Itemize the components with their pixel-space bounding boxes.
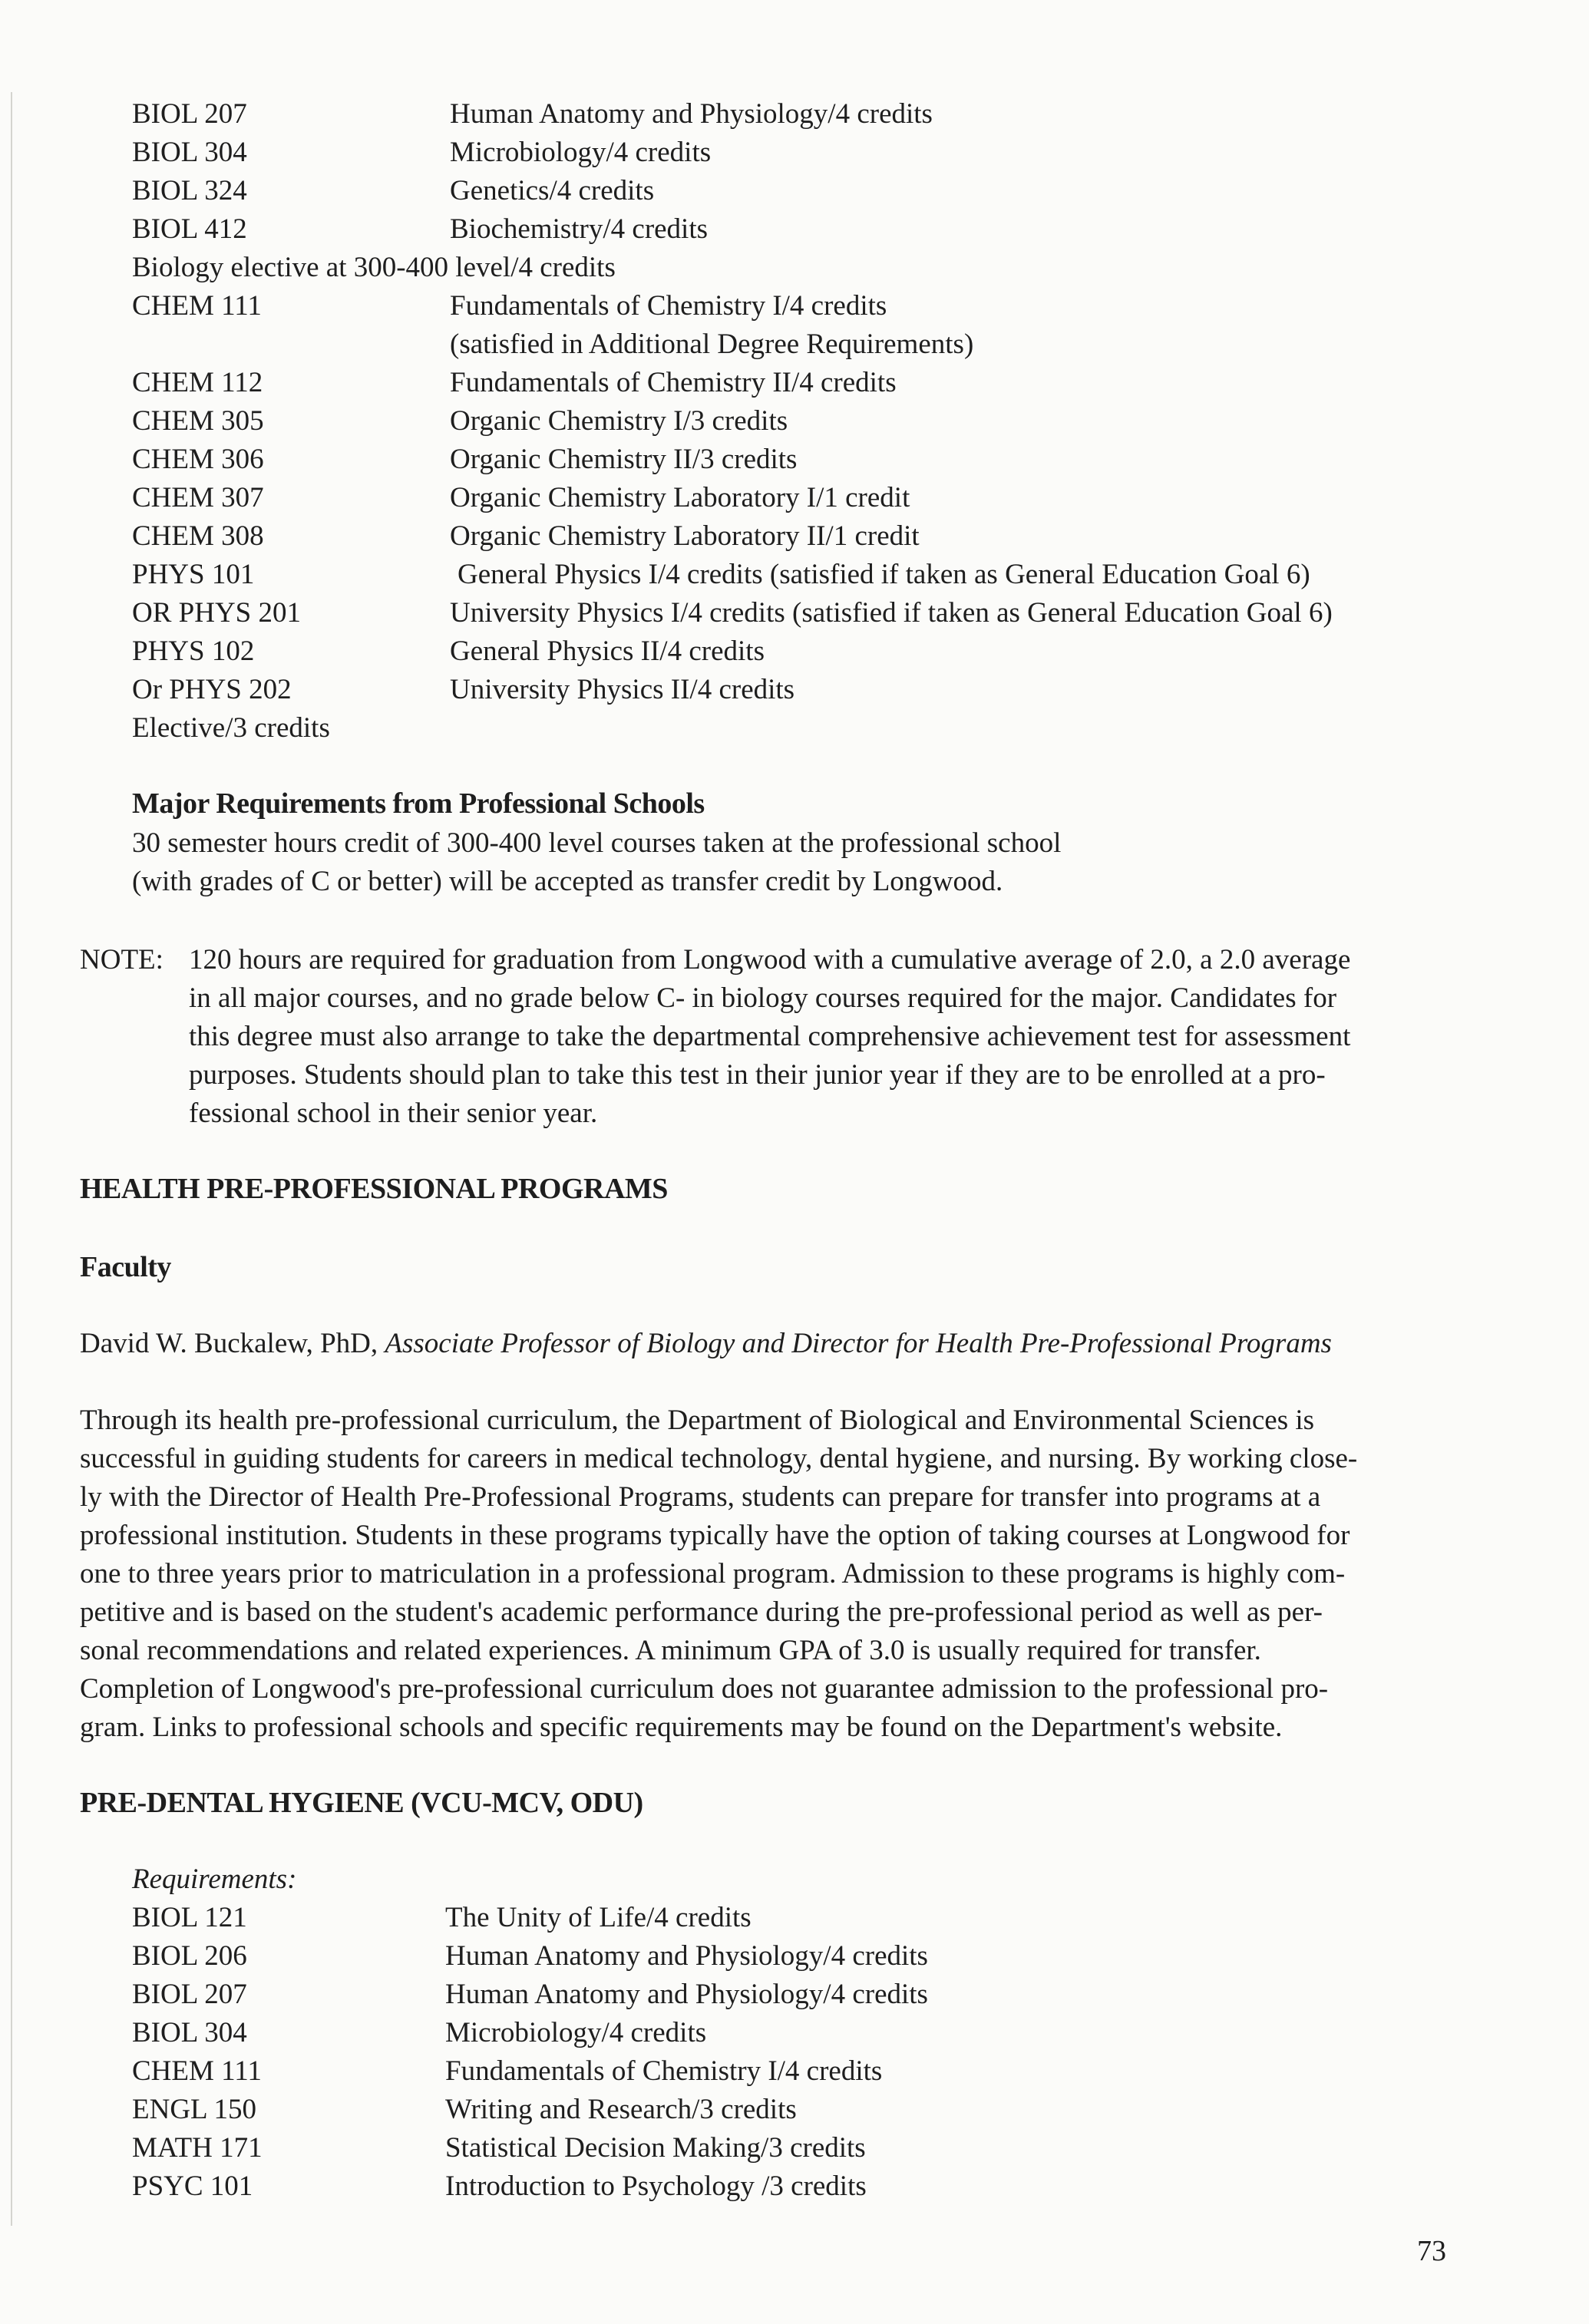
intro-paragraph: Through its health pre-professional curriculum, the Department of Biological and Environmental Sciences is successful in guiding students for careers in medical technology, dental hygiene, and nursing. By working close- ly with the Director of Health Pre-Professional Programs, students can prepare for transfer into programs at a professional institution. Students in these programs typically have the option of taking courses at Longwood for one to three years prior to matriculation in a professional program. Admission to these programs is highly com- petitive and is based on the student's academic performance during the pre-professional period as well as per- sonal recommendations and related experiences. A minimum GPA of 3.0 is usually required for transfer. Completion of Longwood's pre-professional curriculum does not guarantee admission to the professional pro- gram. Links to professional schools and specific requirements may be found on the Department's website. [80,1405,1358,1743]
major-requirements-text: 30 semester hours credit of 300-400 level courses taken at the professional school (with grades of C or better) will be accepted as transfer credit by Longwood. [132,827,1062,897]
note-label: NOTE: [80,944,164,975]
major-requirements-heading: Major Requirements from Professional Schools [132,787,705,820]
document-page: BIOL 207 Human Anatomy and Physiology/4 credits BIOL 304 Microbiology/4 credits BIOL 324 Genetics/4 credits BIOL 412 Biochemistry/4 credits Biology elective at 300-400 level/4 credits CHEM 111 Fundamentals of Chemistry I/4 credits (satisfied in Additional Degree Requirements) CHEM 112 Fundamentals of Chemistry II/4 credits CHEM 305 Organic Chemistry I/3 credits CHEM 306 Organic Chemistry II/3 credits CHEM 307 Organic Chemistry Laboratory I/1 credit CHEM 308 Organic Chemistry Laboratory II/1 credit PHYS 101 General Physics I/4 credits (satisfied if taken as General Education Goal 6) OR PHYS 201 University Physics I/4 credits (satisfied if taken as General Education Goal 6) PHYS 102 General Physics II/4 credits Or PHYS 202 University Physics II/4 credits Elective/3 credits Major Requirements from Professional Schools 30 semester hours credit of 300-400 level courses taken at the professional school (with grades of C or better) will be accepted as transfer credit by Longwood. NOTE: 120 hours are required for graduation from Longwood with a cumulative average of 2.0, a 2.0 average in all major courses, and no grade below C- in biology courses required for the major. Candidates for this degree must also arrange to take the departmental comprehensive achievement test for assessment purposes. Students should plan to take this test in their junior year if they are to be enrolled at a pro- fessional school in their senior year. HEALTH PRE-PROFESSIONAL PROGRAMS Faculty David W. Buckalew, PhD, Associate Professor of Biology and Director for Health Pre-Professional Programs Through its health pre-professional curriculum, the Department of Biological and Environmental Sciences is successful in guiding students for careers in medical technology, dental hygiene, and nursing. By working close- ly with the Director of Health Pre-Professional Programs, students can prepare for transfer into programs at a professional institution. Students in these programs typically have the option of taking courses at Longwood for one to three years prior to matriculation in a professional program. Admission to these programs is highly com- petitive and is based on the student's academic performance during the pre-professional period as well as per- sonal recommendations and related experiences. A minimum GPA of 3.0 is usually required for transfer. Completion of Longwood's pre-professional curriculum does not guarantee admission to the professional pro- gram. Links to professional schools and specific requirements may be found on the Department's website. PRE-DENTAL HYGIENE (VCU-MCV, ODU) Requirements: BIOL 121 The Unity of Life/4 credits BIOL 206 Human Anatomy and Physiology/4 credits BIOL 207 Human Anatomy and Physiology/4 credits BIOL 304 Microbiology/4 credits CHEM 111 Fundamentals of Chemistry I/4 credits ENGL 150 Writing and Research/3 credits MATH 171 Statistical Decision Making/3 credits PSYC 101 Introduction to Psychology /3 credits 73 [0,0,1589,2324]
health-programs-heading: HEALTH PRE-PROFESSIONAL PROGRAMS [80,1173,668,1205]
page-number: 73 [1417,2235,1446,2267]
scan-edge-line [11,92,12,2226]
note-body: 120 hours are required for graduation from Longwood with a cumulative average of 2.0, a 2.0 average in all major courses, and no grade below C- in biology courses required for the major. Candidates for this degree must also arrange to take the departmental comprehensive achievement test for assessment purposes. Students should plan to take this test in their junior year if they are to be enrolled at a pro- fessional school in their senior year. [189,944,1351,1129]
pre-dental-hygiene-heading: PRE-DENTAL HYGIENE (VCU-MCV, ODU) [80,1787,643,1819]
requirements-label: Requirements: [132,1863,297,1895]
faculty-heading: Faculty [80,1251,171,1283]
faculty-entry: David W. Buckalew, PhD, Associate Professor of Biology and Director for Health Pre-Professional Programs [80,1328,1332,1359]
